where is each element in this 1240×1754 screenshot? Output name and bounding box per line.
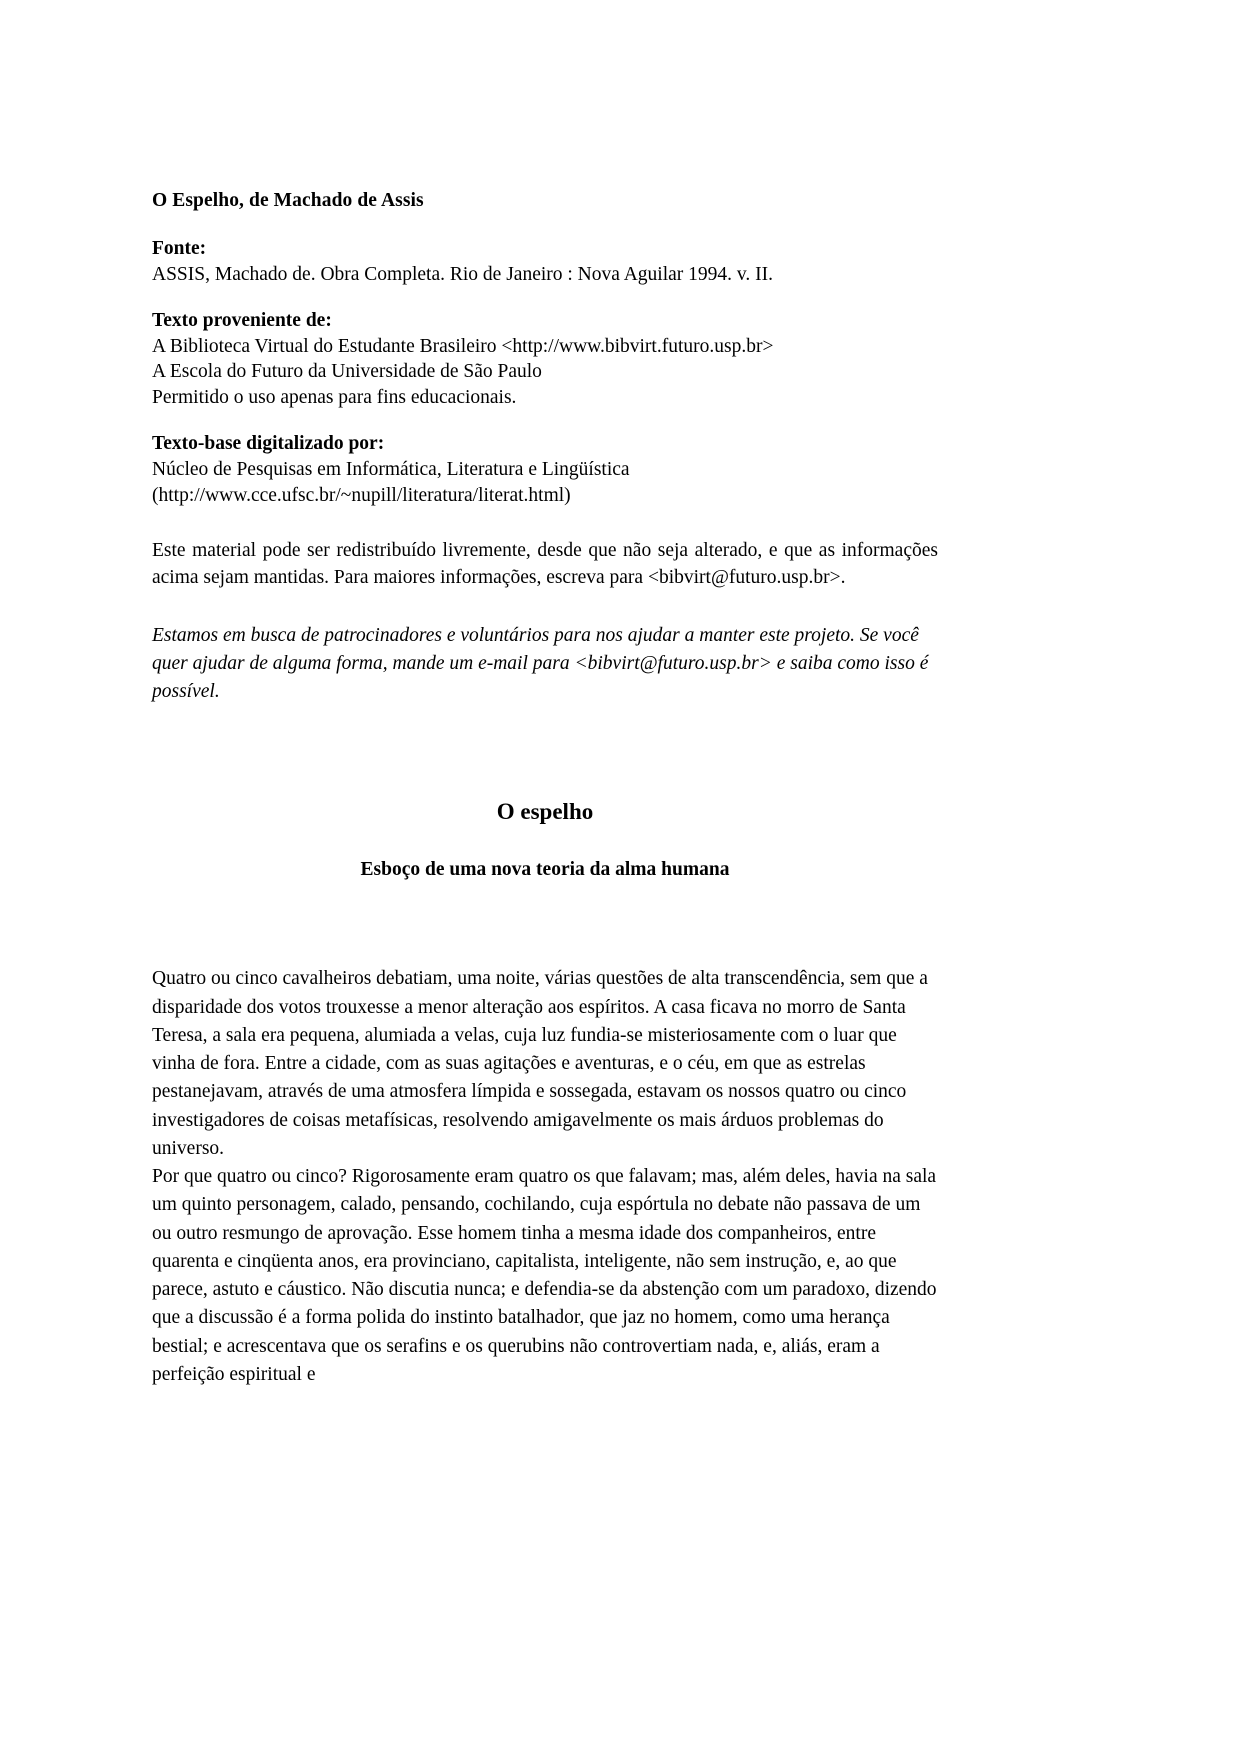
provenance-section-label: Texto proveniente de: — [152, 309, 332, 331]
digitized-by-section — [152, 433, 938, 508]
digitized-by-line-1: Núcleo de Pesquisas em Informática, Literatura e Lingüística — [152, 458, 630, 480]
page-title: O Espelho, de Machado de Assis — [152, 190, 424, 211]
story-body — [152, 881, 938, 1389]
provenance-line-1: A Biblioteca Virtual do Estudante Brasileiro <http://www.bibvirt.futuro.usp.br> — [152, 335, 774, 357]
provenance-line-3: Permitido o uso apenas para fins educacionais. — [152, 387, 517, 409]
sponsor-notice-block — [152, 622, 938, 705]
redistribution-notice: Este material pode ser redistribuído livremente, desde que não seja alterado, e que as informações acima sejam mantidas. Para maiores informações, escreva para <bibvirt@futuro.usp.br>. — [152, 540, 938, 589]
story-subtitle: Esboço de uma nova teoria da alma humana — [360, 859, 730, 881]
story-paragraph-1: Quatro ou cinco cavalheiros debatiam, uma noite, várias questões de alta transcendência, sem que a disparidade dos votos trouxesse a menor alteração aos espíritos. A casa ficava no morro de Santa Teresa, a sala era pequena, alumiada a velas, cuja luz fundia-se misteriosamente com o luar que vinha de fora. Entre a cidade, com as suas agitações e aventuras, e o céu, em que as estrelas pestanejavam, através de uma atmosfera límpida e sossegada, estavam os nossos quatro ou cinco investigadores de coisas metafísicas, resolvendo amigavelmente os mais árduos problemas do universo. — [152, 968, 928, 1159]
provenance-section — [152, 310, 938, 411]
redistribution-notice-block — [152, 538, 938, 592]
story-title: O espelho — [496, 799, 594, 825]
digitized-by-section-label: Texto-base digitalizado por: — [152, 432, 385, 454]
source-section-label: Fonte: — [152, 238, 207, 259]
source-citation: ASSIS, Machado de. Obra Completa. Rio de Janeiro : Nova Aguilar 1994. v. II. — [152, 264, 774, 285]
document-content — [152, 190, 938, 1389]
digitized-by-line-2: (http://www.cce.ufsc.br/~nupill/literatura/literat.html) — [152, 484, 571, 506]
provenance-line-2: A Escola do Futuro da Universidade de São Paulo — [152, 361, 542, 383]
source-section — [152, 238, 938, 288]
story-paragraph-2: Por que quatro ou cinco? Rigorosamente eram quatro os que falavam; mas, além deles, havia na sala um quinto personagem, calado, pensando, cochilando, cuja espórtula no debate não passava de um ou outro resmungo de aprovação. Esse homem tinha a mesma idade dos companheiros, entre quarenta e cinqüenta anos, era provinciano, capitalista, inteligente, não sem instrução, e, ao que parece, astuto e cáustico. Não discutia nunca; e defendia-se da abstenção com um paradoxo, dizendo que a discussão é a forma polida do instinto batalhador, que jaz no homem, como uma herança bestial; e acrescentava que os serafins e os querubins não controvertiam nada, e, aliás, eram a perfeição espiritual e — [152, 1166, 937, 1385]
sponsor-notice: Estamos em busca de patrocinadores e voluntários para nos ajudar a manter este projeto. Se você quer ajudar de alguma forma, mande um e-mail para <bibvirt@futuro.usp.br> e saiba como isso é possível. — [152, 625, 929, 702]
